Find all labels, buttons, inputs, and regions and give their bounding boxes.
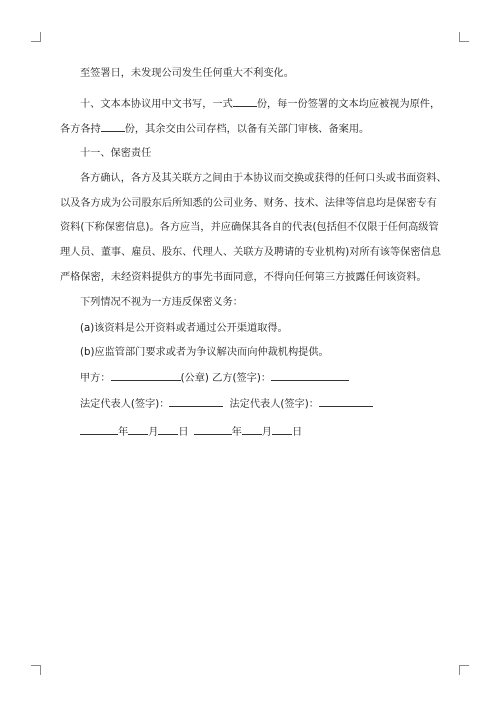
date-b-month-blank[interactable]	[242, 425, 262, 435]
confidentiality-line-3: 资料(下称保密信息)。各方应当，并应确保其各自的代表(包括但不仅限于任何高级管	[60, 222, 439, 233]
section-10-text-b: 份，每一份签署的文本均应被视为原件，	[256, 99, 441, 110]
date-a-month-blank[interactable]	[128, 425, 148, 435]
confidentiality-line-5: 严格保密，未经资料提供方的事先书面同意，不得向任何第三方披露任何该资料。	[60, 272, 427, 283]
date-b-day-blank[interactable]	[272, 425, 292, 435]
copies-blank[interactable]	[233, 97, 257, 107]
legal-rep-line	[80, 397, 373, 412]
date-b-year-label: 年	[231, 427, 242, 438]
date-a-year-label: 年	[118, 427, 129, 438]
date-b-day-label: 日	[291, 427, 303, 438]
date-line	[80, 425, 302, 440]
each-party-copies-blank[interactable]	[101, 122, 125, 132]
legal-rep-a-blank[interactable]	[169, 397, 223, 407]
date-a-day-blank[interactable]	[158, 425, 178, 435]
date-b-year-blank[interactable]	[194, 425, 232, 435]
exceptions-intro: 下列情况不视为一方违反保密义务：	[80, 297, 243, 308]
crop-mark-top-right	[459, 32, 469, 42]
confidentiality-line-4: 理人员、董事、雇员、股东、代理人、关联方及聘请的专业机构)对所有该等保密信息	[60, 247, 441, 258]
sign-date-paragraph: 至签署日，未发现公司发生任何重大不利变化。	[80, 68, 294, 79]
date-a-month-label: 月	[148, 427, 159, 438]
date-a-year-blank[interactable]	[80, 425, 118, 435]
confidentiality-line-1: 各方确认，各方及其关联方之间由于本协议而交换或获得的任何口头或书面资料、	[80, 173, 447, 184]
legal-rep-b-label: 法定代表人(签字)：	[229, 399, 319, 410]
exception-a: (a)该资料是公开资料或者通过公开渠道取得。	[80, 323, 288, 334]
party-a-label: 甲方：	[80, 373, 111, 384]
section-11-heading: 十一、保密责任	[80, 148, 152, 159]
section-10-text-c: 各方各持	[60, 124, 101, 135]
party-a-seal-label: (公章) 乙方(签字)：	[180, 373, 272, 384]
section-10-line-2	[60, 122, 369, 137]
party-b-signature-blank[interactable]	[271, 371, 349, 381]
section-10-text-d: 份，其余交由公司存档，以备有关部门审核、备案用。	[124, 124, 370, 135]
date-a-day-label: 日	[178, 427, 189, 438]
confidentiality-line-2: 以及各方成为公司股东后所知悉的公司业务、财务、技术、法律等信息均是保密专有	[60, 198, 437, 209]
party-signature-line	[80, 371, 349, 386]
legal-rep-b-blank[interactable]	[319, 397, 373, 407]
party-a-blank[interactable]	[111, 371, 181, 381]
section-10-text-a: 十、文本本协议用中文书写，一式	[80, 99, 233, 110]
exception-b: (b)应监管部门要求或者为争议解决而向仲裁机构提供。	[80, 347, 329, 358]
date-b-month-label: 月	[261, 427, 272, 438]
section-10-line-1	[80, 97, 440, 112]
crop-mark-bottom-left	[31, 665, 41, 675]
crop-mark-top-left	[31, 32, 41, 42]
crop-mark-bottom-right	[459, 665, 469, 675]
legal-rep-a-label: 法定代表人(签字)：	[80, 399, 170, 410]
